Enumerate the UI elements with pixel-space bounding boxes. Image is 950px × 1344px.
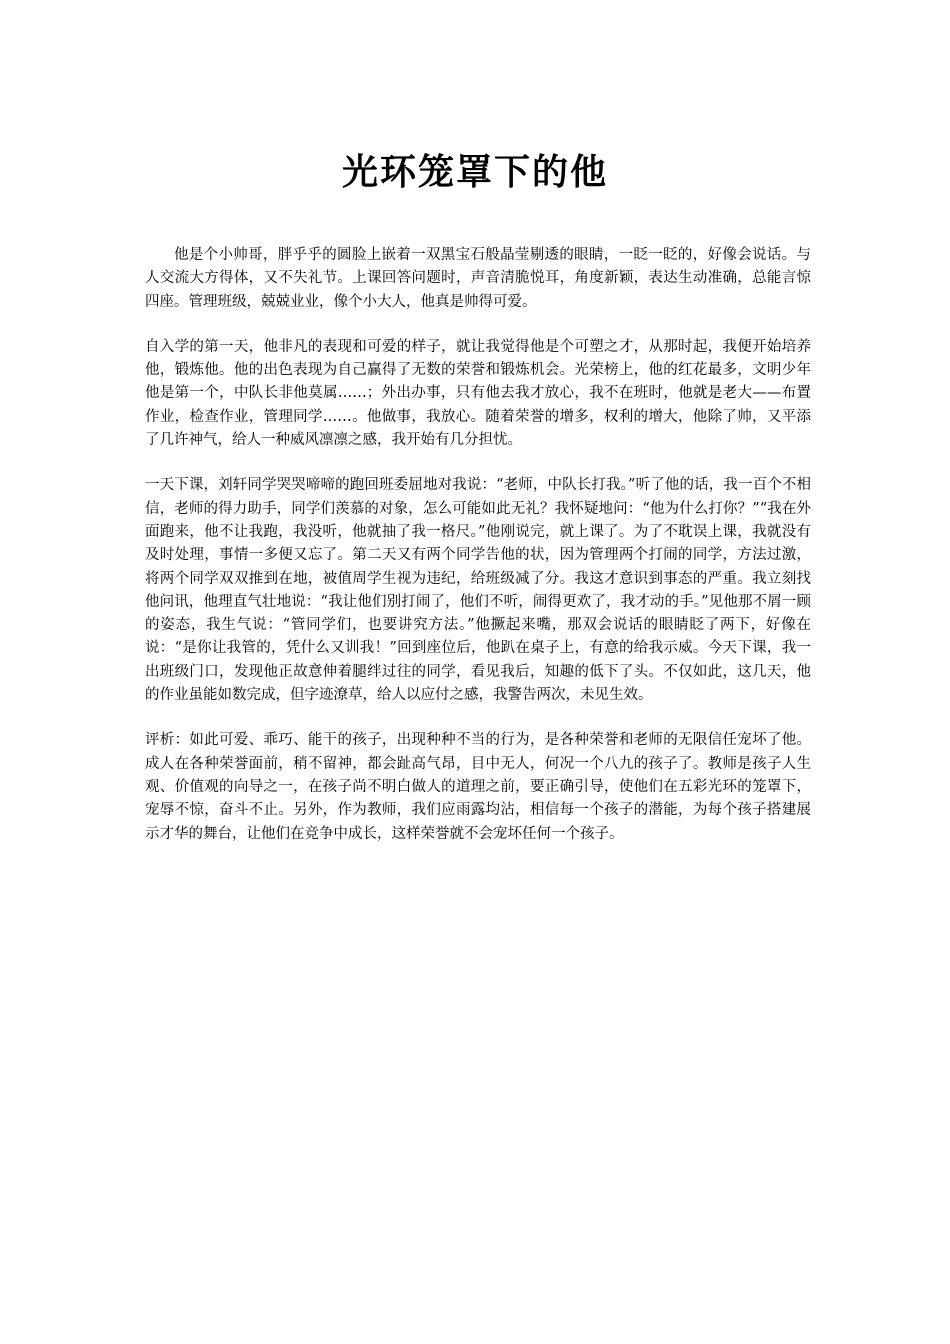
document-body xyxy=(145,244,811,868)
paragraph-intro: 他是个小帅哥，胖乎乎的圆脸上嵌着一双黑宝石般晶莹剔透的眼睛，一眨一眨的，好像会说话。与人交流大方得体，又不失礼节。上课回答问题时，声音清脆悦耳，角度新颖，表达生动准确，总能言惊四座。管理班级，兢兢业业，像个小大人，他真是帅得可爱。 xyxy=(145,247,811,310)
paragraph-background: 自入学的第一天，他非凡的表现和可爱的样子，就让我觉得他是个可塑之才，从那时起，我便开始培养他，锻炼他。他的出色表现为自己赢得了无数的荣誉和锻炼机会。光荣榜上，他的红花最多，文明少年他是第一个，中队长非他莫属……；外出办事，只有他去我才放心，我不在班时，他就是老大——布置作业，检查作业，管理同学……。他做事，我放心。随着荣誉的增多，权利的增大，他除了帅，又平添了几许神气，给人一种威风凛凛之感，我开始有几分担忧。 xyxy=(145,338,811,449)
paragraph-analysis: 评析：如此可爱、乖巧、能干的孩子，出现种种不当的行为，是各种荣誉和老师的无限信任宠坏了他。成人在各种荣誉面前，稍不留神，都会趾高气昂，目中无人，何况一个八九的孩子了。教师是孩子人生观、价值观的向导之一，在孩子尚不明白做人的道理之前，要正确引导，使他们在五彩光环的笼罩下，宠辱不惊，奋斗不止。另外，作为教师，我们应雨露均沾，相信每一个孩子的潜能，为每个孩子搭建展示才华的舞台，让他们在竞争中成长，这样荣誉就不会宠坏任何一个孩子。 xyxy=(145,732,811,842)
paragraph-incident: 一天下课，刘轩同学哭哭啼啼的跑回班委屈地对我说：“老师，中队长打我。”听了他的话，我一百个不相信，老师的得力助手，同学们羡慕的对象，怎么可能如此无礼？我怀疑地问：“他为什么打你？”“我在外面跑来，他不让我跑，我没听，他就抽了我一格尺。”他刚说完，就上课了。为了不耽误上课，我就没有及时处理，事情一多便又忘了。第二天又有两个同学告他的状，因为管理两个打闹的同学，方法过激，将两个同学双双推到在地，被值周学生视为违纪，给班级减了分。我这才意识到事态的严重。我立刻找他问讯，他理直气壮地说：“我让他们别打闹了，他们不听，闹得更欢了，我才动的手。”见他那不屑一顾的姿态，我生气说：“管同学们，也要讲究方法。”他撅起来嘴，那双会说话的眼睛眨了两下，好像在说：“是你让我管的，凭什么又训我！”回到座位后，他趴在桌子上，有意的给我示威。今天下课，我一出班级门口，发现他正故意伸着腿绊过往的同学，看见我后，知趣的低下了头。不仅如此，这几天，他的作业虽能如数完成，但字迹潦草，给人以应付之感，我警告两次，未见生效。 xyxy=(145,477,811,704)
document-title: 光环笼罩下的他 xyxy=(341,152,608,193)
